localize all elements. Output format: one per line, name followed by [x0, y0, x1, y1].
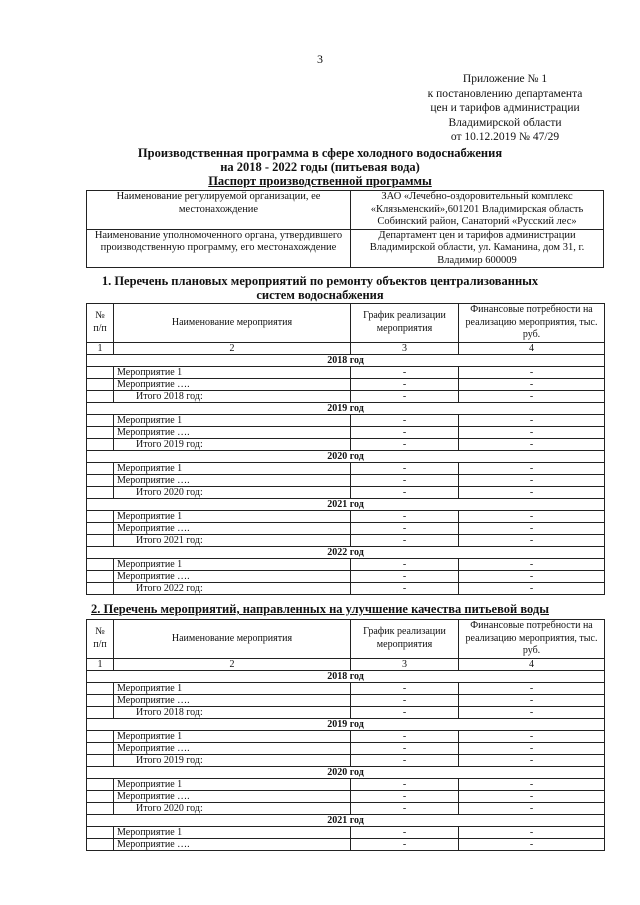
table-row [87, 790, 605, 802]
finance-value: - [459, 390, 605, 402]
row-number [87, 474, 114, 486]
finance-value: - [459, 694, 605, 706]
row-number [87, 706, 114, 718]
year-row [87, 402, 605, 414]
header-row [87, 304, 605, 343]
total-label: Итого 2020 год: [114, 802, 351, 814]
finance-value: - [459, 706, 605, 718]
schedule-value: - [351, 366, 459, 378]
row-number [87, 694, 114, 706]
header-name: Наименование мероприятия [114, 620, 351, 659]
finance-value: - [459, 486, 605, 498]
column-number: 4 [459, 342, 605, 354]
schedule-value: - [351, 414, 459, 426]
table-row [87, 826, 605, 838]
finance-value: - [459, 778, 605, 790]
schedule-value: - [351, 438, 459, 450]
section1-table [86, 303, 605, 595]
appendix-line: цен и тарифов администрации [430, 102, 580, 114]
column-number: 2 [114, 658, 351, 670]
column-number-row [87, 658, 605, 670]
header-schedule: График реализации мероприятия [351, 304, 459, 343]
total-label: Итого 2018 год: [114, 706, 351, 718]
schedule-value: - [351, 838, 459, 850]
table-row [87, 522, 605, 534]
row-number [87, 754, 114, 766]
appendix-line: Владимирской области [448, 116, 562, 129]
row-number [87, 730, 114, 742]
column-number: 3 [351, 658, 459, 670]
finance-value: - [459, 802, 605, 814]
event-name: Мероприятие 1 [114, 778, 351, 790]
table-row [87, 378, 605, 390]
passport-table [86, 190, 604, 268]
row-number [87, 838, 114, 850]
total-label: Итого 2018 год: [114, 390, 351, 402]
event-name: Мероприятие …. [114, 474, 351, 486]
row-number [87, 486, 114, 498]
finance-value: - [459, 682, 605, 694]
schedule-value: - [351, 778, 459, 790]
finance-value: - [459, 838, 605, 850]
row-number [87, 558, 114, 570]
row-number [87, 438, 114, 450]
schedule-value: - [351, 742, 459, 754]
row-number [87, 522, 114, 534]
title-line: 1. Перечень плановых мероприятий по ремонту объектов централизованных [101, 274, 539, 288]
table-row [87, 510, 605, 522]
column-number: 1 [87, 342, 114, 354]
schedule-value: - [351, 486, 459, 498]
event-name: Мероприятие 1 [114, 558, 351, 570]
table-row [87, 778, 605, 790]
title-line: систем водоснабжения [256, 288, 384, 302]
finance-value: - [459, 474, 605, 486]
finance-value: - [459, 790, 605, 802]
table-row [87, 414, 605, 426]
year-row [87, 546, 605, 558]
row-number [87, 826, 114, 838]
row-number [87, 778, 114, 790]
finance-value: - [459, 426, 605, 438]
schedule-value: - [351, 570, 459, 582]
header-finance: Финансовые потребности на реализацию мероприятия, тыс. руб. [459, 304, 605, 343]
table-row [87, 534, 605, 546]
year-label: 2021 год [87, 814, 605, 826]
column-number: 4 [459, 658, 605, 670]
row-number [87, 510, 114, 522]
event-name: Мероприятие …. [114, 570, 351, 582]
table-row [87, 754, 605, 766]
schedule-value: - [351, 706, 459, 718]
finance-value: - [459, 742, 605, 754]
schedule-value: - [351, 682, 459, 694]
finance-value: - [459, 534, 605, 546]
year-row [87, 498, 605, 510]
event-name: Мероприятие …. [114, 694, 351, 706]
year-row [87, 814, 605, 826]
row-number [87, 790, 114, 802]
row-number [87, 426, 114, 438]
year-row [87, 718, 605, 730]
appendix-line: от 10.12.2019 № 47/29 [450, 131, 560, 143]
column-number-row [87, 342, 605, 354]
table-row [87, 838, 605, 850]
year-row [87, 354, 605, 366]
table-row [87, 730, 605, 742]
row-number [87, 462, 114, 474]
event-name: Мероприятие 1 [114, 366, 351, 378]
total-label: Итого 2019 год: [114, 754, 351, 766]
passport-row [87, 191, 604, 230]
header-num: № п/п [87, 620, 114, 659]
header-num: № п/п [87, 304, 114, 343]
event-name: Мероприятие 1 [114, 510, 351, 522]
row-number [87, 378, 114, 390]
year-label: 2021 год [87, 498, 605, 510]
finance-value: - [459, 378, 605, 390]
finance-value: - [459, 582, 605, 594]
total-label: Итого 2019 год: [114, 438, 351, 450]
event-name: Мероприятие …. [114, 790, 351, 802]
schedule-value: - [351, 582, 459, 594]
row-number [87, 742, 114, 754]
event-name: Мероприятие 1 [114, 826, 351, 838]
table-row [87, 570, 605, 582]
year-label: 2020 год [87, 766, 605, 778]
table-row [87, 426, 605, 438]
schedule-value: - [351, 558, 459, 570]
passport-label: Наименование регулируемой организации, ее местонахождение [87, 191, 351, 230]
event-name: Мероприятие …. [114, 378, 351, 390]
schedule-value: - [351, 390, 459, 402]
finance-value: - [459, 522, 605, 534]
year-label: 2022 год [87, 546, 605, 558]
finance-value: - [459, 730, 605, 742]
header-finance: Финансовые потребности на реализацию мероприятия, тыс. руб. [459, 620, 605, 659]
schedule-value: - [351, 522, 459, 534]
total-label: Итого 2021 год: [114, 534, 351, 546]
page-number: 3 [317, 52, 323, 66]
row-number [87, 802, 114, 814]
passport-label: Наименование уполномоченного органа, утвердившего производственную программу, его местонахождение [87, 229, 351, 268]
finance-value: - [459, 462, 605, 474]
finance-value: - [459, 754, 605, 766]
schedule-value: - [351, 510, 459, 522]
appendix-line: Приложение № 1 [462, 73, 548, 85]
passport-title: Паспорт производственной программы [208, 174, 432, 188]
table-row [87, 438, 605, 450]
document-title [10, 146, 630, 188]
year-label: 2019 год [87, 402, 605, 414]
column-number: 3 [351, 342, 459, 354]
passport-value: ЗАО «Лечебно-оздоровительный комплекс «Клязьменский»,601201 Владимирская область Собинский район, Санаторий «Русский лес» [351, 191, 604, 230]
title-line: на 2018 - 2022 годы (питьевая вода) [220, 160, 420, 174]
row-number [87, 570, 114, 582]
header-row [87, 620, 605, 659]
header-schedule: График реализации мероприятия [351, 620, 459, 659]
row-number [87, 534, 114, 546]
title-line: Производственная программа в сфере холодного водоснабжения [137, 146, 503, 160]
section1-title [10, 274, 630, 302]
table-row [87, 462, 605, 474]
finance-value: - [459, 414, 605, 426]
event-name: Мероприятие …. [114, 522, 351, 534]
row-number [87, 366, 114, 378]
year-row [87, 670, 605, 682]
finance-value: - [459, 366, 605, 378]
year-label: 2018 год [87, 670, 605, 682]
table-row [87, 582, 605, 594]
finance-value: - [459, 826, 605, 838]
year-row [87, 766, 605, 778]
schedule-value: - [351, 534, 459, 546]
table-row [87, 682, 605, 694]
column-number: 1 [87, 658, 114, 670]
total-label: Итого 2020 год: [114, 486, 351, 498]
appendix-line: к постановлению департамента [427, 87, 583, 100]
column-number: 2 [114, 342, 351, 354]
schedule-value: - [351, 474, 459, 486]
table-row [87, 390, 605, 402]
year-label: 2018 год [87, 354, 605, 366]
schedule-value: - [351, 826, 459, 838]
total-label: Итого 2022 год: [114, 582, 351, 594]
schedule-value: - [351, 754, 459, 766]
event-name: Мероприятие 1 [114, 414, 351, 426]
appendix-note [405, 72, 605, 145]
schedule-value: - [351, 694, 459, 706]
finance-value: - [459, 510, 605, 522]
event-name: Мероприятие …. [114, 838, 351, 850]
header-name: Наименование мероприятия [114, 304, 351, 343]
passport-value: Департамент цен и тарифов администрации Владимирской области, ул. Каманина, дом 31, г. Владимир 600009 [351, 229, 604, 268]
event-name: Мероприятие 1 [114, 730, 351, 742]
table-row [87, 742, 605, 754]
table-row [87, 802, 605, 814]
schedule-value: - [351, 462, 459, 474]
row-number [87, 582, 114, 594]
row-number [87, 390, 114, 402]
table-row [87, 694, 605, 706]
schedule-value: - [351, 730, 459, 742]
table-row [87, 486, 605, 498]
table-row [87, 366, 605, 378]
finance-value: - [459, 438, 605, 450]
table-row [87, 706, 605, 718]
schedule-value: - [351, 802, 459, 814]
row-number [87, 682, 114, 694]
year-row [87, 450, 605, 462]
table-row [87, 558, 605, 570]
event-name: Мероприятие …. [114, 742, 351, 754]
event-name: Мероприятие 1 [114, 462, 351, 474]
event-name: Мероприятие 1 [114, 682, 351, 694]
event-name: Мероприятие …. [114, 426, 351, 438]
section2-table [86, 619, 605, 851]
year-label: 2019 год [87, 718, 605, 730]
year-label: 2020 год [87, 450, 605, 462]
finance-value: - [459, 570, 605, 582]
table-row [87, 474, 605, 486]
row-number [87, 414, 114, 426]
title-line: 2. Перечень мероприятий, направленных на улучшение качества питьевой воды [91, 602, 549, 616]
schedule-value: - [351, 378, 459, 390]
finance-value: - [459, 558, 605, 570]
schedule-value: - [351, 790, 459, 802]
schedule-value: - [351, 426, 459, 438]
passport-row [87, 229, 604, 268]
section2-title [10, 602, 630, 616]
